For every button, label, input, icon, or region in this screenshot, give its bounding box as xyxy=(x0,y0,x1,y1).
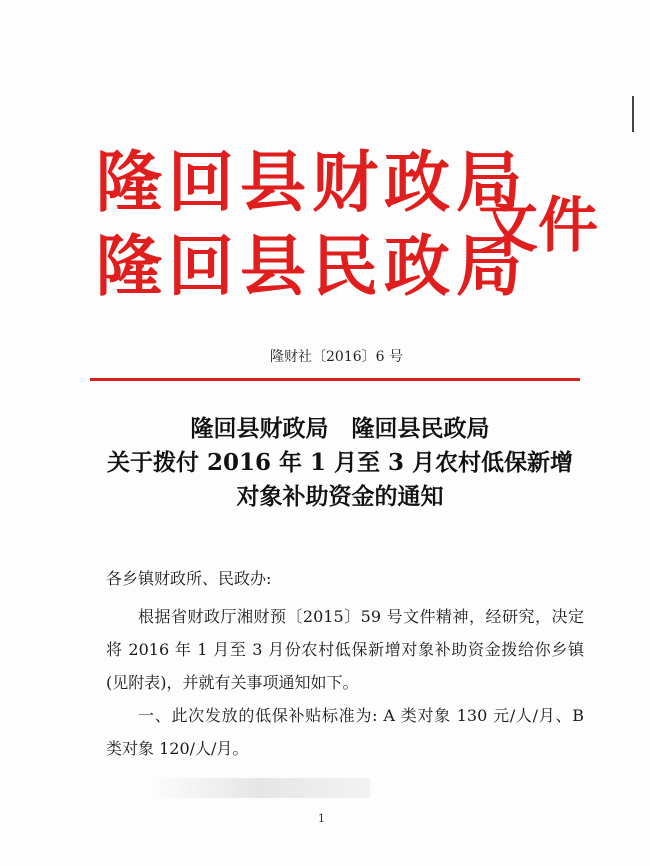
red-divider-line xyxy=(90,378,580,381)
title-line-2: 关于拨付 2016 年 1 月至 3 月农村低保新增 xyxy=(106,449,574,476)
page-number: 1 xyxy=(318,812,325,825)
document-header xyxy=(96,146,596,316)
document-number: 隆财社〔2016〕6 号 xyxy=(270,349,403,365)
document-type-label: 文件 xyxy=(478,191,598,261)
scan-edge-mark xyxy=(632,96,634,132)
scan-bleed-through xyxy=(150,778,370,798)
salutation: 各乡镇财政所、民政办: xyxy=(106,569,272,588)
body-paragraph-1: 根据省财政厅湘财预〔2015〕59 号文件精神，经研究，决定将 2016 年 1 月至 3 月份农村低保新增对象补助资金拨给你乡镇(见附表)，并就有关事项通知如下。 xyxy=(106,607,584,692)
title-line-1: 隆回县财政局 隆回县民政局 xyxy=(190,415,490,442)
body-paragraph-2: 一、此次发放的低保补贴标准为: A 类对象 130 元/人/月、B 类对象 120/人/月。 xyxy=(106,706,584,758)
title-line-3: 对象补助资金的通知 xyxy=(236,483,444,510)
issuer-name-civil-affairs-bureau: 隆回县民政局 xyxy=(96,228,528,305)
issuer-name-finance-bureau: 隆回县财政局 xyxy=(96,144,528,221)
notice-title xyxy=(100,412,580,514)
body-text xyxy=(106,600,584,765)
